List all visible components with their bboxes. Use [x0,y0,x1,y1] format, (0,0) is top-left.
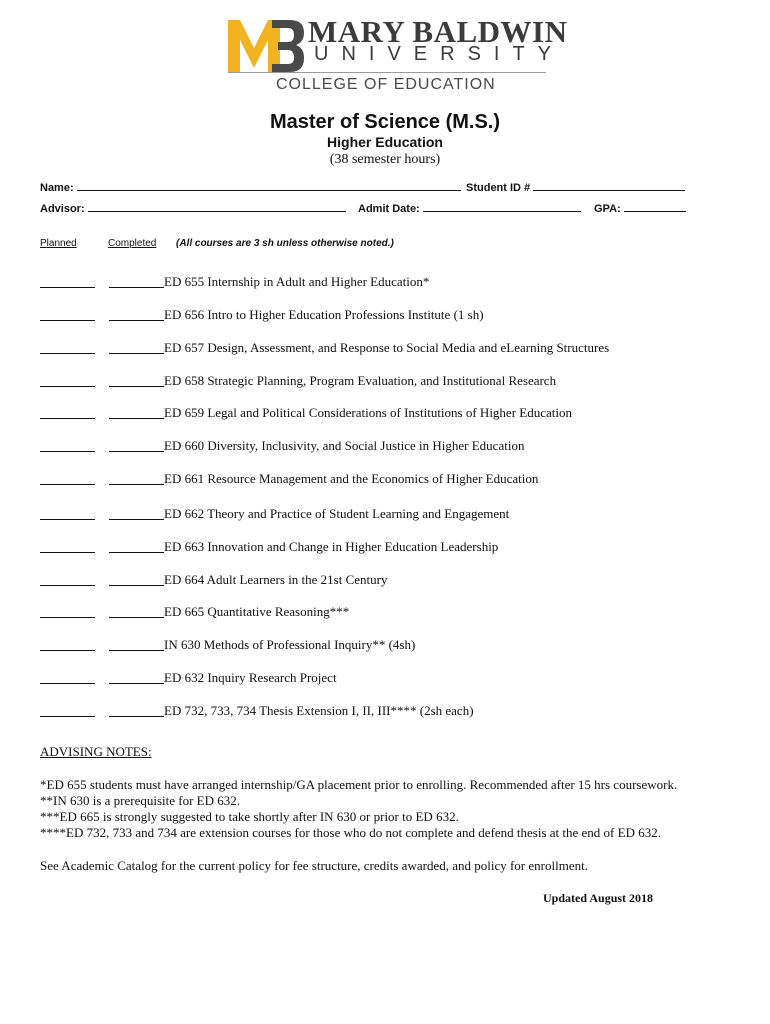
advisor-field[interactable] [40,202,346,215]
completed-blank[interactable] [109,585,164,586]
course-row [40,539,740,557]
planned-blank[interactable] [40,585,95,586]
course-name: ED 664 Adult Learners in the 21st Century [164,572,388,587]
completed-blank[interactable] [109,650,164,651]
course-row [40,471,740,489]
course-name: ED 662 Theory and Practice of Student Learning and Engagement [164,506,510,521]
completed-blank[interactable] [109,683,164,684]
planned-blank[interactable] [40,418,95,419]
semester-hours: (38 semester hours) [329,152,441,167]
logo-divider [228,72,546,73]
course-name: ED 632 Inquiry Research Project [164,670,337,685]
completed-blank[interactable] [109,484,164,485]
planned-blank[interactable] [40,650,95,651]
admit-date-label: Admit Date: [358,203,420,215]
course-row [40,506,740,524]
planned-blank[interactable] [40,451,95,452]
course-row [40,307,740,325]
completed-blank[interactable] [109,451,164,452]
gpa-label: GPA: [594,203,621,215]
advisor-label: Advisor: [40,203,85,215]
credit-note: (All courses are 3 sh unless otherwise noted.) [176,238,394,249]
planned-header: Planned [40,238,77,249]
planned-blank[interactable] [40,353,95,354]
admit-date-field[interactable] [358,202,581,215]
course-name: ED 659 Legal and Political Considerations of Institutions of Higher Education [164,405,572,420]
course-row [40,274,740,292]
completed-blank[interactable] [109,418,164,419]
course-row [40,405,740,423]
course-row [40,703,740,721]
course-name: ED 658 Strategic Planning, Program Evaluation, and Institutional Research [164,373,557,388]
university-logo [228,14,568,98]
planned-blank[interactable] [40,552,95,553]
course-name: ED 656 Intro to Higher Education Professions Institute (1 sh) [164,307,484,322]
updated-date: Updated August 2018 [543,891,654,905]
planned-blank[interactable] [40,716,95,717]
student-id-line[interactable] [533,181,685,191]
course-row [40,438,740,456]
name-line[interactable] [77,181,461,191]
name-field[interactable] [40,181,461,194]
completed-blank[interactable] [109,617,164,618]
student-id-label: Student ID # [466,182,531,194]
completed-blank[interactable] [109,519,164,520]
advising-notes-title: ADVISING NOTES: [40,744,152,759]
catalog-note: See Academic Catalog for the current policy for fee structure, credits awarded, and policy for enrollment. [40,858,588,873]
course-row [40,340,740,358]
logo-wordmark: MARY BALDWIN [308,14,568,49]
course-row [40,373,740,391]
planned-blank[interactable] [40,386,95,387]
course-name: ED 655 Internship in Adult and Higher Education* [164,274,430,289]
course-name: ED 663 Innovation and Change in Higher Education Leadership [164,539,499,554]
logo-university: UNIVERSITY [314,43,565,65]
logo-college: COLLEGE OF EDUCATION [276,76,496,93]
course-row [40,572,740,590]
mb-monogram-icon [228,20,304,72]
gpa-field[interactable] [594,202,686,215]
completed-blank[interactable] [109,320,164,321]
planned-blank[interactable] [40,287,95,288]
course-name: ED 661 Resource Management and the Economics of Higher Education [164,471,539,486]
course-name: ED 660 Diversity, Inclusivity, and Social Justice in Higher Education [164,438,525,453]
advising-note: *ED 655 students must have arranged internship/GA placement prior to enrolling. Recommended after 15 hrs coursework. [40,777,678,792]
name-label: Name: [40,182,74,194]
program-name: Higher Education [327,134,443,150]
completed-blank[interactable] [109,716,164,717]
planned-blank[interactable] [40,519,95,520]
gpa-line[interactable] [624,202,686,212]
planned-blank[interactable] [40,484,95,485]
course-row [40,604,740,622]
advising-note: **IN 630 is a prerequisite for ED 632. [40,793,241,808]
planned-blank[interactable] [40,683,95,684]
admit-date-line[interactable] [423,202,581,212]
course-name: IN 630 Methods of Professional Inquiry** (4sh) [164,637,416,652]
course-name: ED 665 Quantitative Reasoning*** [164,604,350,619]
planned-blank[interactable] [40,617,95,618]
course-name: ED 732, 733, 734 Thesis Extension I, II, III**** (2sh each) [164,703,474,718]
advisor-line[interactable] [88,202,346,212]
advising-note: ***ED 665 is strongly suggested to take shortly after IN 630 or prior to ED 632. [40,809,459,824]
completed-blank[interactable] [109,287,164,288]
completed-blank[interactable] [109,552,164,553]
student-id-field[interactable] [466,181,685,194]
course-row [40,670,740,688]
completed-blank[interactable] [109,386,164,387]
advising-note: ****ED 732, 733 and 734 are extension courses for those who do not complete and defend thesis at the end of ED 632. [40,825,661,840]
planned-blank[interactable] [40,320,95,321]
completed-header: Completed [108,238,157,249]
completed-blank[interactable] [109,353,164,354]
course-row [40,637,740,655]
page-title: Master of Science (M.S.) [269,111,501,133]
course-name: ED 657 Design, Assessment, and Response to Social Media and eLearning Structures [164,340,610,355]
